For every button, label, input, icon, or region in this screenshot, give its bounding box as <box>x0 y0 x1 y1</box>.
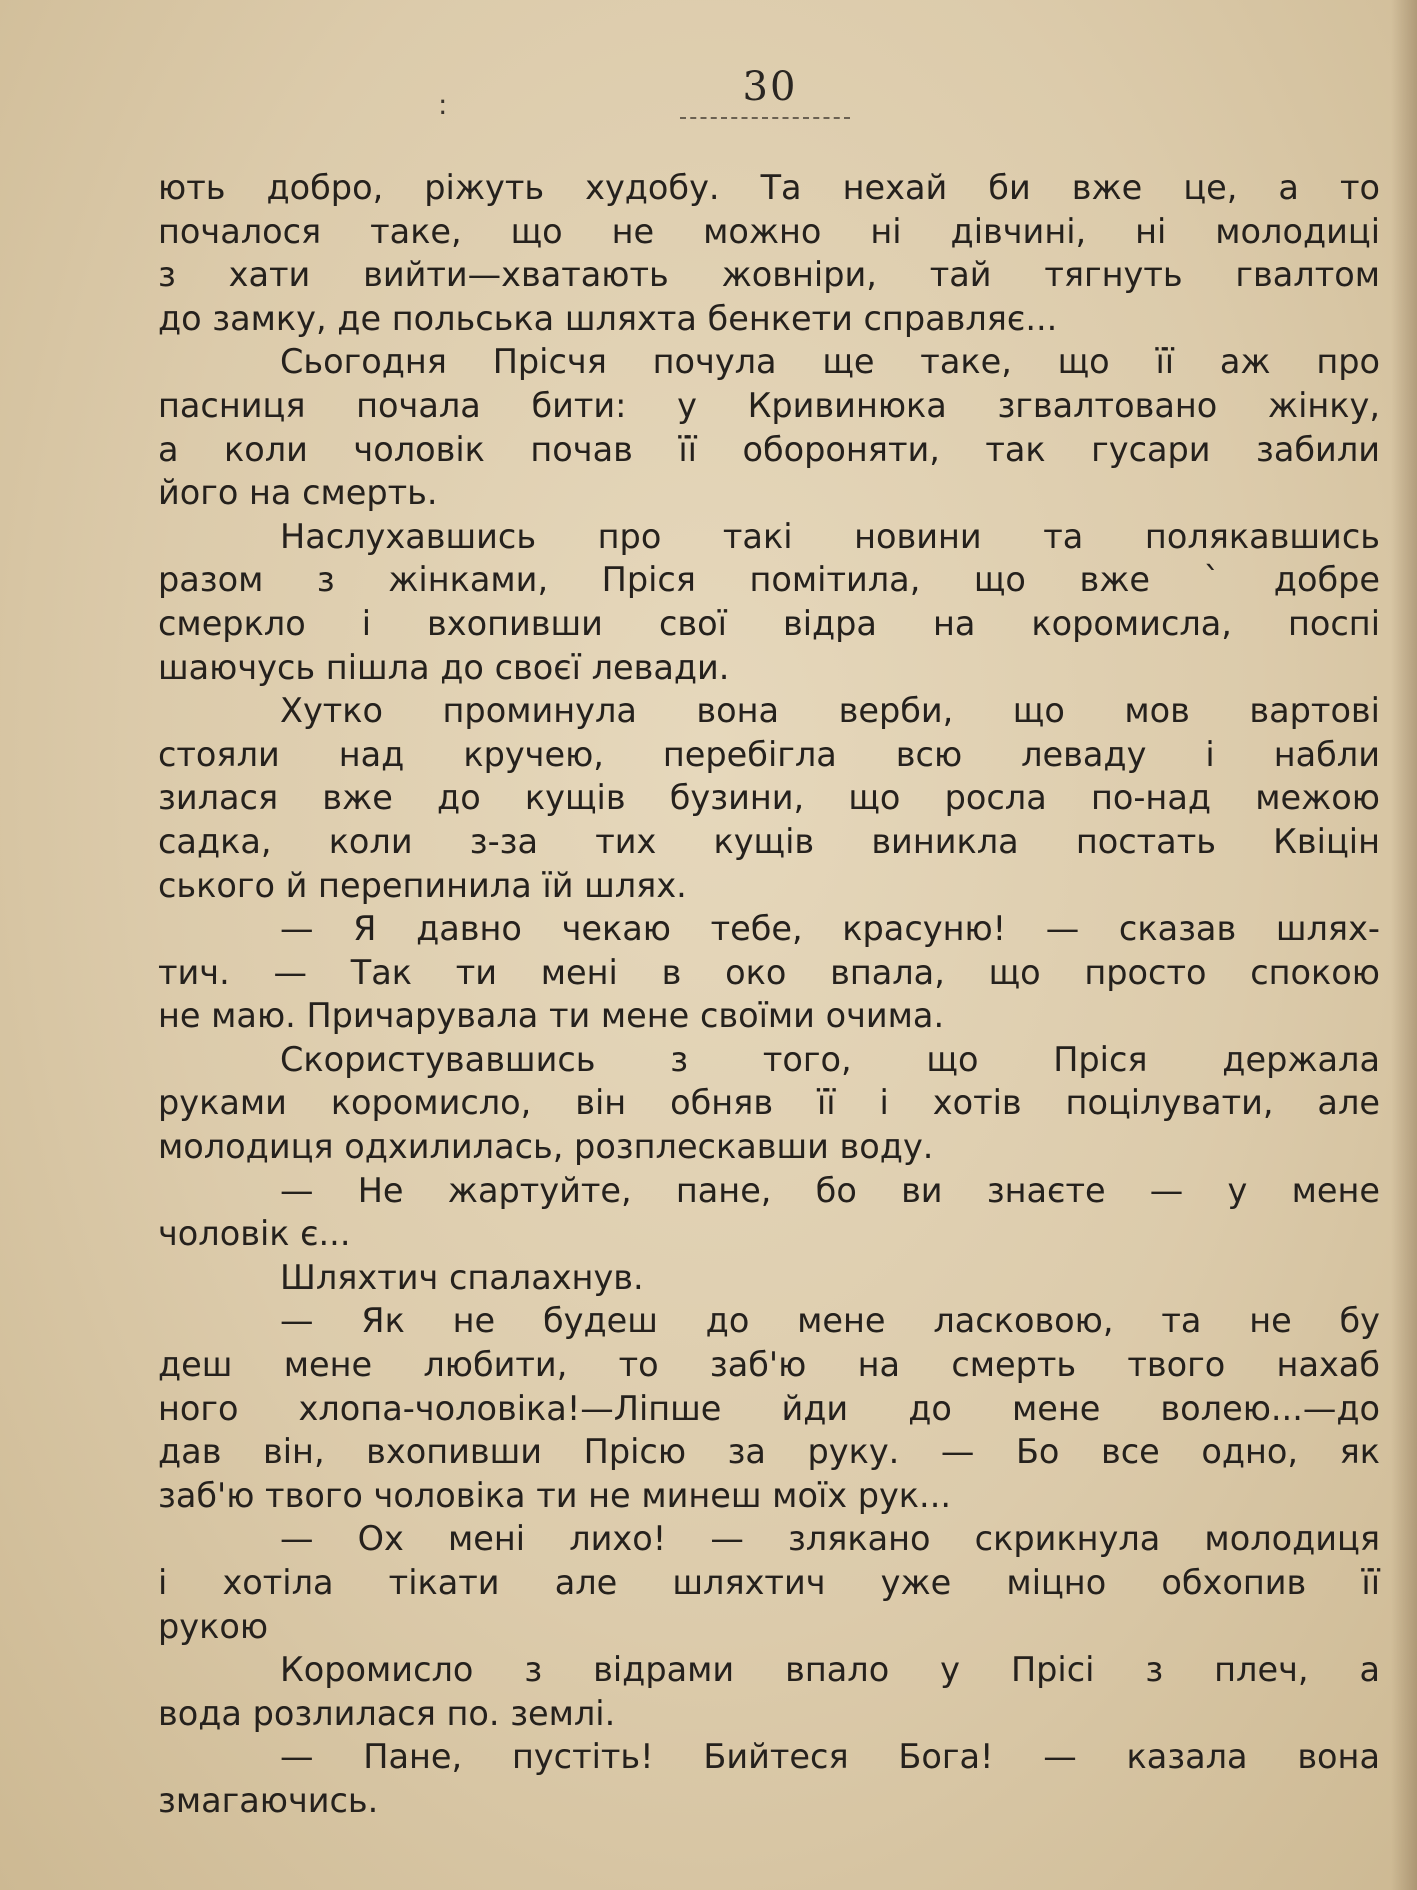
text-line: Коромисло з відрами впало у Прісі з плеч, а <box>280 1650 1380 1690</box>
text-line: молодиця одхилилась, розплескавши воду. <box>158 1127 934 1167</box>
spine-shadow <box>1391 0 1417 1890</box>
text-line: з хати вийти—хватають жовніри, тай тягнуть гвалтом <box>158 255 1380 295</box>
text-line: ного хлопа-чоловіка!—Ліпше йди до мене волею...—до <box>158 1388 1380 1428</box>
text-line: ють добро, ріжуть худобу. Та нехай би вже це, а то <box>158 168 1380 207</box>
text-line: а коли чоловік почав її обороняти, так гусари забили <box>158 429 1380 469</box>
text-line: Шляхтич спалахнув. <box>280 1257 644 1297</box>
text-line: руками коромисло, він обняв її і хотів поцілувати, але <box>158 1083 1380 1123</box>
text-line: шаючусь пішла до своєї левади. <box>158 647 730 687</box>
body-text <box>158 166 1380 1823</box>
page-number: 30 <box>742 64 798 110</box>
text-line: деш мене любити, то заб'ю на смерть твого нахаб <box>158 1345 1380 1385</box>
text-line: стояли над кручею, перебігла всю леваду і набли <box>158 734 1380 774</box>
text-line: його на смерть. <box>158 473 438 513</box>
text-line: ського й перепинила їй шлях. <box>158 865 687 905</box>
text-line: — Пане, пустіть! Бийтеся Бога! — казала вона <box>280 1737 1380 1777</box>
text-line: змагаючись. <box>158 1780 379 1820</box>
text-line: до замку, де польська шляхта бенкети справляє... <box>158 298 1058 338</box>
text-line: і хотіла тікати але шляхтич уже міцно обхопив її <box>158 1563 1380 1602</box>
text-line: Скористувавшись з того, що Пріся держала <box>280 1039 1380 1079</box>
text-line: дав він, вхопивши Прісю за руку. — Бо все одно, як <box>158 1432 1380 1472</box>
text-line: Хутко проминула вона верби, що мов вартові <box>280 691 1380 731</box>
text-line: — Ох мені лихо! — злякано скрикнула молодиця <box>280 1519 1380 1559</box>
text-line: почалося таке, що не можно ні дівчині, ні молодиці <box>158 211 1380 251</box>
text-line: зилася вже до кущів бузини, що росла по-над межою <box>158 778 1380 818</box>
text-line: пасниця почала бити: у Кривинюка згвалтовано жінку, <box>158 385 1380 425</box>
text-line: Сьогодня Прісчя почула ще таке, що її аж про <box>280 342 1380 382</box>
text-line: — Я давно чекаю тебе, красуню! — сказав шлях- <box>280 909 1380 949</box>
text-line: вода розлилася по. землі. <box>158 1693 616 1733</box>
text-line: тич. — Так ти мені в око впала, що просто спокою <box>158 952 1380 992</box>
text-line: разом з жінками, Пріся помітила, що вже ` добре <box>158 560 1380 600</box>
text-line: — Як не будеш до мене ласковою, та не бу <box>280 1301 1380 1341</box>
text-line: смеркло і вхопивши свої відра на коромисла, поспі <box>158 603 1380 643</box>
text-line: чоловік є... <box>158 1214 351 1254</box>
text-line: заб'ю твого чоловіка ти не минеш моїх рук... <box>158 1475 951 1515</box>
text-line: садка, коли з-за тих кущів виникла постать Квіцін <box>158 821 1380 861</box>
text-line: рукою <box>158 1606 269 1646</box>
text-line: не маю. Причарувала ти мене своїми очима. <box>158 996 945 1036</box>
page-number-rule <box>680 117 850 119</box>
text-line: — Не жартуйте, пане, бо ви знаєте — у мене <box>280 1170 1380 1210</box>
stray-mark: : <box>438 88 448 121</box>
text-line: Наслухавшись про такі новини та полякавшись <box>280 516 1380 556</box>
